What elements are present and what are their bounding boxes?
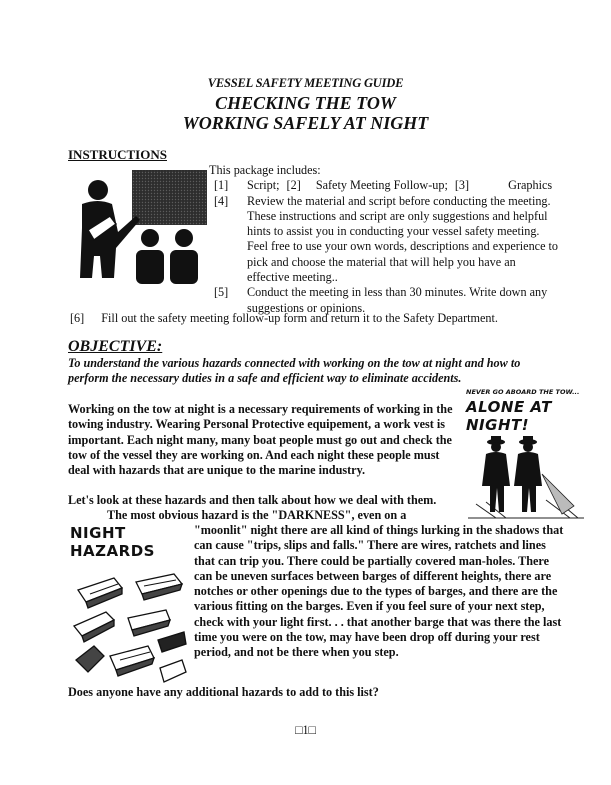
page-title-line2: WORKING SAFELY AT NIGHT	[182, 113, 429, 133]
item-text: Fill out the safety meeting follow-up form and return it to the Safety Department.	[101, 311, 498, 325]
alone-at-night-graphic	[466, 388, 586, 525]
silhouette-figures	[466, 434, 586, 520]
objective-text: To understand the various hazards connected with working on the tow at night and how to perform the necessary duties in a safe and efficient way to eliminate accidents.	[68, 356, 521, 386]
alone-caption-small: NEVER GO ABOARD THE TOW...	[466, 388, 580, 396]
item-text: Graphics	[508, 178, 553, 193]
guide-label: VESSEL SAFETY MEETING GUIDE	[207, 76, 404, 90]
item-number: [4]	[214, 193, 229, 208]
night-hazards-caption: NIGHT HAZARDS	[70, 524, 155, 560]
objective-heading: OBJECTIVE:	[68, 338, 163, 355]
item-number: [6]	[70, 311, 85, 325]
paragraph-2-line1: Let's look at these hazards and then talk about how we deal with them.	[68, 493, 437, 507]
item-number: [3]	[454, 178, 470, 193]
item-number: [2]	[286, 178, 301, 193]
paragraph-1: Working on the tow at night is a necessary requirements of working in the towing industry. Wearing Personal Protective equipement, a work vest is important. Each night many, many boat people must go out and check the tow of the vessel they are working on. And each night these people must deal with hazards that are unique to the marine industry.	[68, 402, 453, 478]
item-number: [1]	[214, 178, 229, 193]
closing-question: Does anyone have any additional hazards to add to this list?	[68, 685, 379, 699]
list-item	[209, 178, 569, 193]
instructions-intro: This package includes:	[209, 163, 321, 177]
paragraph-2-line2: The most obvious hazard is the "DARKNESS", even on a	[107, 508, 407, 522]
hazard-objects-illustration	[70, 560, 190, 690]
paragraph-2-body: "moonlit" night there are all kind of things lurking in the shadows that can cause "trips, slips and falls." There are wires, ratchets and lines that can trip you. There could be partially covered man-holes. There can be uneven surfaces between barges of different heights, there are notches or other openings due to the types of barges, and there are the various fitting on the barges. Even if you feel sure of your next step, check with your light first. . . that another barge that was there the last time you were on the tow, may have been drop off during your rest period, and not be there when you step.	[194, 523, 564, 660]
instructions-list	[209, 163, 569, 316]
page-title-line1: CHECKING THE TOW	[215, 93, 396, 113]
list-item	[209, 194, 561, 286]
instructions-heading: INSTRUCTIONS	[68, 147, 167, 162]
night-hazards-graphic	[70, 524, 190, 695]
alone-caption-big: ALONE AT NIGHT!	[466, 398, 552, 434]
item-text: Review the material and script before conducting the meeting. These instructions and script are only suggestions and helpful hints to assist you in conducting your vessel safety meeting. Feel free to use your own words, descriptions and experience to pick and choose the material that will help you have an effective meeting..	[247, 193, 559, 285]
presenter-illustration	[72, 168, 208, 286]
item-number: [5]	[214, 285, 229, 300]
item-text: Safety Meeting Follow-up;	[315, 178, 448, 193]
list-item	[70, 311, 570, 326]
item-text: Conduct the meeting in less than 30 minutes. Write down any suggestions or opinions.	[247, 285, 548, 315]
item-text: Script;	[247, 178, 280, 193]
page-number: □1□	[295, 723, 316, 737]
